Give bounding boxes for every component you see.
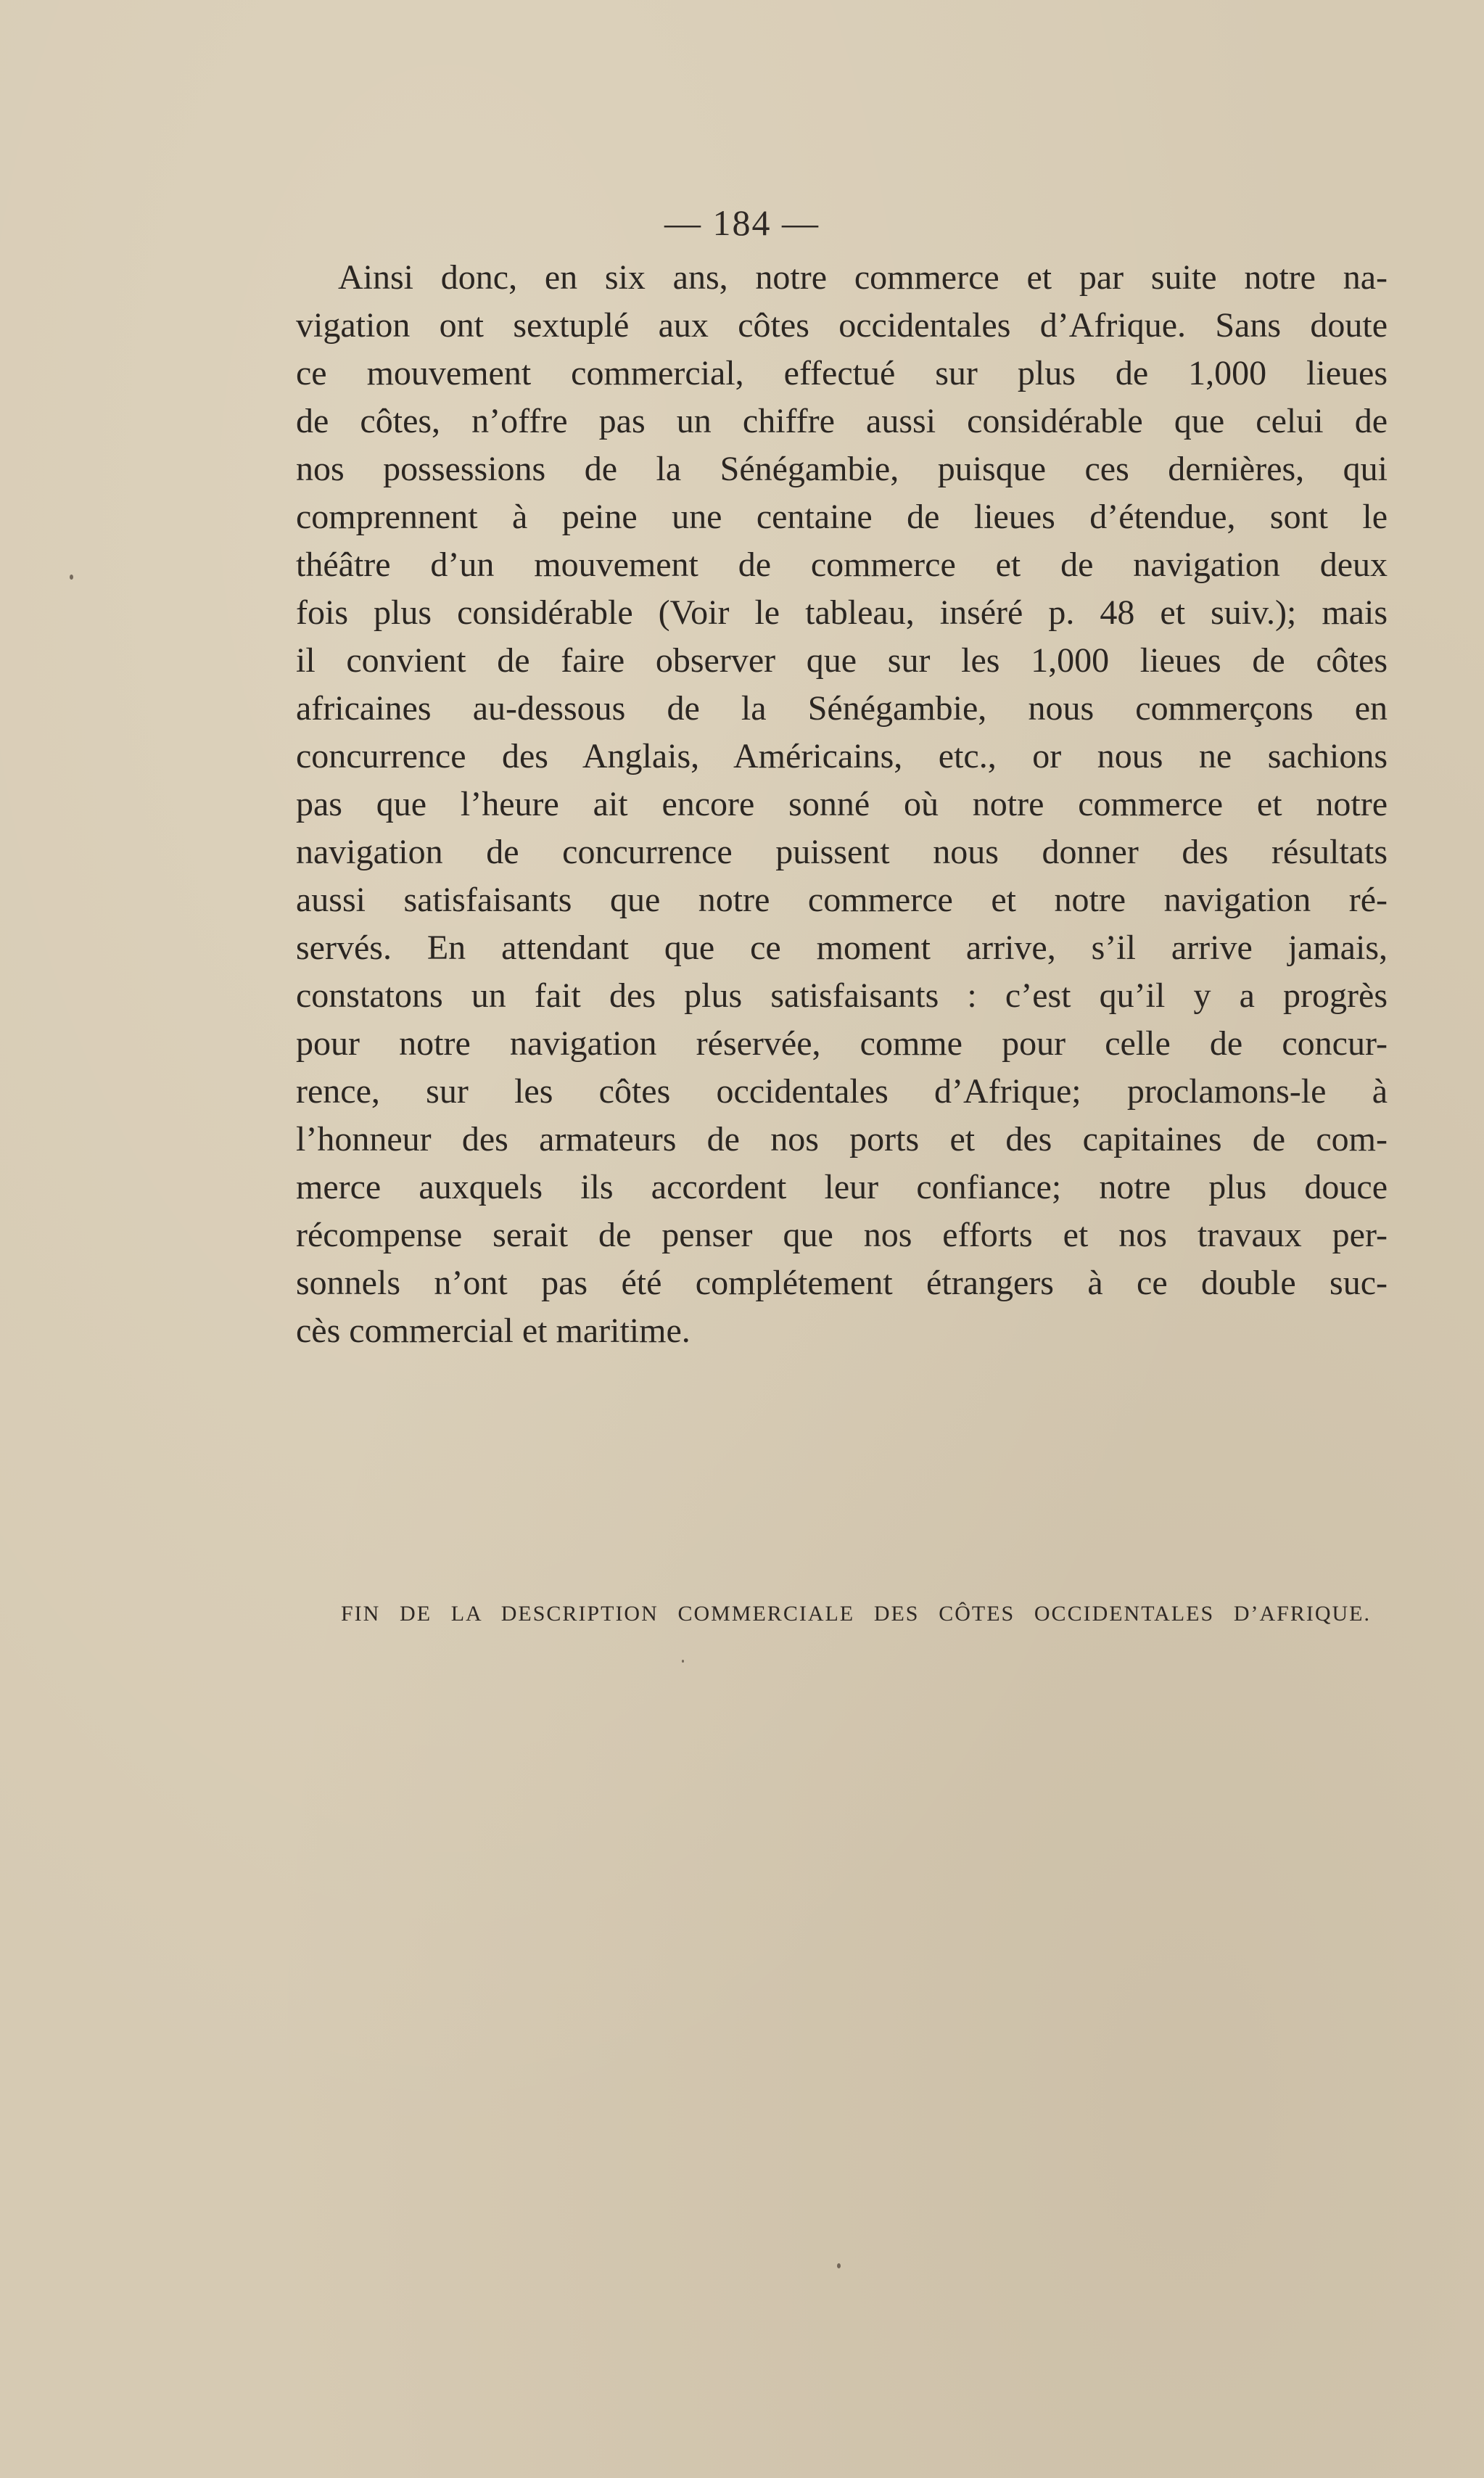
body-paragraph <box>296 254 1388 1355</box>
text-line: fois plus considérable (Voir le tableau, inséré p. 48 et suiv.); mais <box>296 593 1388 632</box>
text-line: navigation de concurrence puissent nous donner des résultats <box>296 833 1388 871</box>
text-line: africaines au-dessous de la Sénégambie, nous commerçons en <box>296 689 1388 728</box>
text-line: récompense serait de penser que nos efforts et nos travaux per- <box>296 1216 1388 1254</box>
text-line: vigation ont sextuplé aux côtes occidentales d’Afrique. Sans doute <box>296 306 1388 345</box>
closing-title: FIN DE LA DESCRIPTION COMMERCIALE DES CÔTES OCCIDENTALES D’AFRIQUE. <box>341 1602 1371 1626</box>
text-line: servés. En attendant que ce moment arrive, s’il arrive jamais, <box>296 929 1388 967</box>
text-line: de côtes, n’offre pas un chiffre aussi considérable que celui de <box>296 402 1388 440</box>
text-line: aussi satisfaisants que notre commerce et notre navigation ré- <box>296 881 1388 919</box>
text-line: ce mouvement commercial, effectué sur plus de 1,000 lieues <box>296 354 1388 392</box>
text-line: sonnels n’ont pas été complétement étrangers à ce double suc- <box>296 1264 1388 1302</box>
text-line: nos possessions de la Sénégambie, puisque ces dernières, qui <box>296 450 1388 488</box>
page-number: — 184 — <box>664 202 820 243</box>
text-line: merce auxquels ils accordent leur confiance; notre plus douce <box>296 1168 1388 1206</box>
text-line: pour notre navigation réservée, comme pour celle de concur- <box>296 1024 1388 1063</box>
paper-speck <box>70 575 73 580</box>
text-line: comprennent à peine une centaine de lieues d’étendue, sont le <box>296 498 1388 536</box>
text-line: concurrence des Anglais, Américains, etc., or nous ne sachions <box>296 737 1388 775</box>
paper-speck <box>682 1660 684 1663</box>
text-line: pas que l’heure ait encore sonné où notre commerce et notre <box>296 785 1388 823</box>
text-line: l’honneur des armateurs de nos ports et des capitaines de com- <box>296 1120 1388 1158</box>
text-line: rence, sur les côtes occidentales d’Afrique; proclamons-le à <box>296 1072 1388 1111</box>
text-line: constatons un fait des plus satisfaisants : c’est qu’il y a progrès <box>296 976 1388 1015</box>
text-line: il convient de faire observer que sur les 1,000 lieues de côtes <box>296 641 1388 680</box>
text-line: cès commercial et maritime. <box>296 1312 691 1350</box>
text-line: théâtre d’un mouvement de commerce et de navigation deux <box>296 546 1388 584</box>
text-line: Ainsi donc, en six ans, notre commerce et par suite notre na- <box>338 258 1388 297</box>
paper-speck <box>837 2263 841 2268</box>
